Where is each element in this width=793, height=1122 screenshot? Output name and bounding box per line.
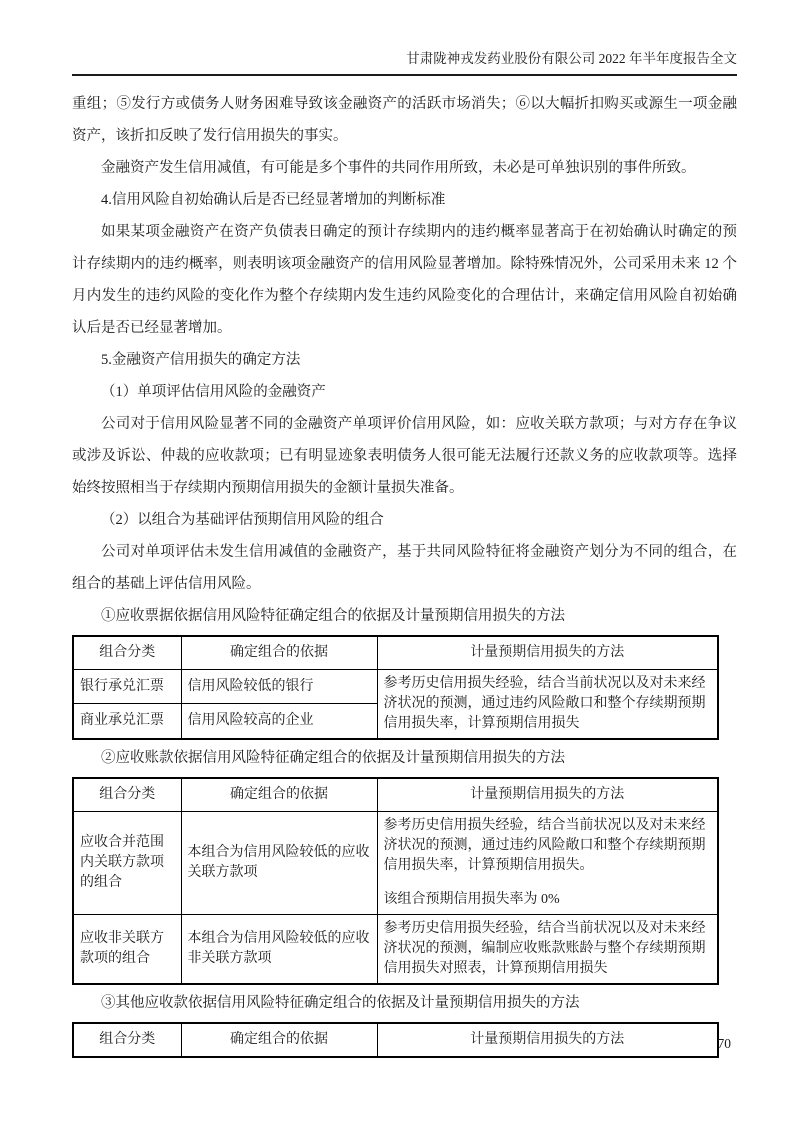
column-header: 组合分类: [73, 778, 181, 812]
category-cell: 应收合并范围内关联方款项的组合: [73, 812, 181, 915]
paragraph: 公司对于信用风险显著不同的金融资产单项评价信用风险，如：应收关联方款项；与对方存在争议或涉及诉讼、仲裁的应收款项；已有明显迹象表明债务人很可能无法履行还款义务的应收款项等。选择始终按照相当于存续期内预期信用损失的金额计量损失准备。: [72, 416, 737, 496]
column-header: 确定组合的依据: [181, 778, 377, 812]
paragraph-continuation: 重组；⑤发行方或债务人财务困难导致该金融资产的活跃市场消失；⑥以大幅折扣购买或源生一项金融资产，该折扣反映了发行信用损失的事实。: [72, 96, 737, 144]
basis-cell: 信用风险较低的银行: [181, 670, 377, 704]
page-header: [72, 50, 737, 76]
method-cell: [377, 812, 718, 915]
column-header: 计量预期信用损失的方法: [377, 1023, 718, 1057]
accounts-receivable-table: [72, 777, 719, 985]
method-note: 该组合预期信用损失率为 0%: [383, 892, 560, 907]
column-header: 组合分类: [73, 1023, 181, 1057]
table-row: [73, 670, 718, 704]
method-cell-merged: 参考历史信用损失经验，结合当前状况以及对未来经济状况的预测，通过违约风险敞口和整个存续期预期信用损失率，计算预期信用损失: [377, 670, 718, 740]
basis-cell: 本组合为信用风险较低的应收非关联方款项: [181, 915, 377, 985]
table-row: [73, 812, 718, 915]
column-header: 计量预期信用损失的方法: [377, 636, 718, 670]
table-row: [73, 915, 718, 985]
subsection-heading-1: （1）单项评估信用风险的金融资产: [101, 384, 326, 400]
table-header-row: [73, 636, 718, 670]
table1-caption: ①应收票据依据信用风险特征确定组合的依据及计量预期信用损失的方法: [101, 608, 565, 624]
subsection-heading-2: （2）以组合为基础评估预期信用风险的组合: [101, 512, 384, 528]
notes-receivable-table: [72, 635, 719, 740]
section-heading-4: 4.信用风险自初始确认后是否已经显著增加的判断标准: [101, 192, 446, 208]
basis-cell: 信用风险较高的企业: [181, 704, 377, 739]
table2-caption: ②应收账款依据信用风险特征确定组合的依据及计量预期信用损失的方法: [101, 750, 565, 766]
report-title: 甘肃陇神戎发药业股份有限公司 2022 年半年度报告全文: [406, 51, 737, 66]
paragraph: 公司对单项评估未发生信用减值的金融资产，基于共同风险特征将金融资产划分为不同的组合，在组合的基础上评估信用风险。: [72, 544, 737, 592]
column-header: 确定组合的依据: [181, 636, 377, 670]
column-header: 确定组合的依据: [181, 1023, 377, 1057]
other-receivables-table: [72, 1022, 719, 1058]
paragraph: 如果某项金融资产在资产负债表日确定的预计存续期内的违约概率显著高于在初始确认时确定的预计存续期内的违约概率，则表明该项金融资产的信用风险显著增加。除特殊情况外，公司采用未来 12 个月内发生的违约风险的变化作为整个存续期内发生违约风险变化的合理估计，来确定信用风险自初始确认后是否已经显著增加。: [72, 224, 737, 336]
page-body: [72, 88, 737, 1060]
method-cell: 参考历史信用损失经验，结合当前状况以及对未来经济状况的预测，编制应收账款账龄与整个存续期预期信用损失对照表，计算预期信用损失: [377, 915, 718, 985]
page-number: 70: [717, 1036, 731, 1051]
column-header: 计量预期信用损失的方法: [377, 778, 718, 812]
category-cell: 商业承兑汇票: [73, 704, 181, 739]
section-heading-5: 5.金融资产信用损失的确定方法: [101, 352, 301, 368]
paragraph: 金融资产发生信用减值，有可能是多个事件的共同作用所致，未必是可单独识别的事件所致。: [101, 160, 696, 176]
table-header-row: [73, 1023, 718, 1057]
table3-caption: ③其他应收款依据信用风险特征确定组合的依据及计量预期信用损失的方法: [101, 995, 580, 1011]
column-header: 组合分类: [73, 636, 181, 670]
basis-cell: 本组合为信用风险较低的应收关联方款项: [181, 812, 377, 915]
category-cell: 应收非关联方款项的组合: [73, 915, 181, 985]
table-header-row: [73, 778, 718, 812]
category-cell: 银行承兑汇票: [73, 670, 181, 704]
method-text: 参考历史信用损失经验，结合当前状况以及对未来经济状况的预测，通过违约风险敞口和整个存续期预期信用损失率，计算预期信用损失。: [383, 818, 706, 873]
